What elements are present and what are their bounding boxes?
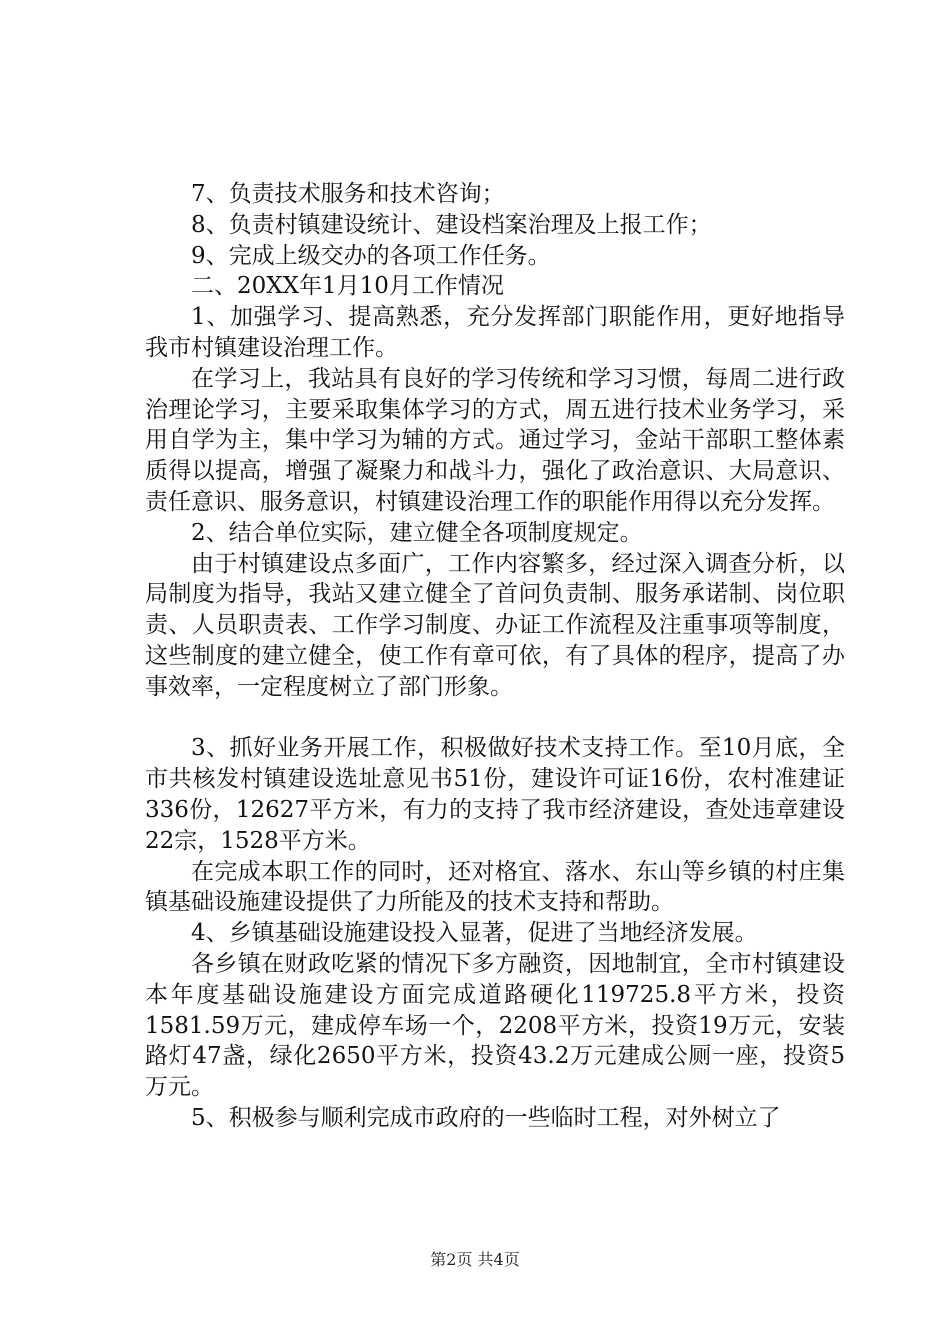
page-footer: 第2页 共4页: [430, 1250, 520, 1269]
paragraph-subheading-3: 3、抓好业务开展工作，积极做好技术支持工作。至10月底，全市共核发村镇建设选址意见书51份，建设许可证16份，农村准建证336份，12627平方米，有力的支持了我市经济建设，查处违章建设22宗，1528平方米。: [145, 735, 845, 854]
paragraph-item-7: 7、负责技术服务和技术咨询；: [191, 181, 505, 207]
paragraph-support: 在完成本职工作的同时，还对格宜、落水、东山等乡镇的村庄集镇基础设施建设提供了力所能及的技术支持和帮助。: [145, 858, 845, 916]
paragraph-subheading-2: 2、结合单位实际，建立健全各项制度规定。: [191, 519, 643, 546]
paragraph-subheading-4: 4、乡镇基础设施建设投入显著，促进了当地经济发展。: [191, 920, 758, 947]
document-body: [145, 179, 845, 1134]
paragraph-systems: 由于村镇建设点多面广，工作内容繁多，经过深入调查分析，以局制度为指导，我站又建立健全了首问负责制、服务承诺制、岗位职责、人员职责表、工作学习制度、办证工作流程及注重事项等制度，这些制度的建立健全，使工作有章可依，有了具体的程序，提高了办事效率，一定程度树立了部门形象。: [145, 550, 845, 700]
paragraph-item-8: 8、负责村镇建设统计、建设档案治理及上报工作；: [191, 211, 712, 238]
paragraph-subheading-1: 1、加强学习、提高熟悉，充分发挥部门职能作用，更好地指导我市村镇建设治理工作。: [145, 304, 845, 361]
paragraph-study: 在学习上，我站具有良好的学习传统和学习习惯，每周二进行政治理论学习，主要采取集体学习的方式，周五进行技术业务学习，采用自学为主，集中学习为辅的方式。通过学习，金站干部职工整体素质得以提高，增强了凝聚力和战斗力，强化了政治意识、大局意识、责任意识、服务意识，村镇建设治理工作的职能作用得以充分发挥。: [145, 365, 845, 515]
paragraph-item-9: 9、完成上级交办的各项工作任务。: [191, 242, 551, 269]
section-heading: 二、20XX年1月10月工作情况: [191, 273, 504, 300]
paragraph-infrastructure: 各乡镇在财政吃紧的情况下多方融资，因地制宜，全市村镇建设本年度基础设施建设方面完成道路硬化119725.8平方米，投资1581.59万元，建成停车场一个，2208平方米，投资19万元，安装路灯47盏，绿化2650平方米，投资43.2万元建成公厕一座，投资5万元。: [145, 950, 845, 1101]
paragraph-gap: [145, 703, 845, 734]
paragraph-subheading-5: 5、积极参与顺利完成市政府的一些临时工程，对外树立了: [191, 1104, 781, 1131]
